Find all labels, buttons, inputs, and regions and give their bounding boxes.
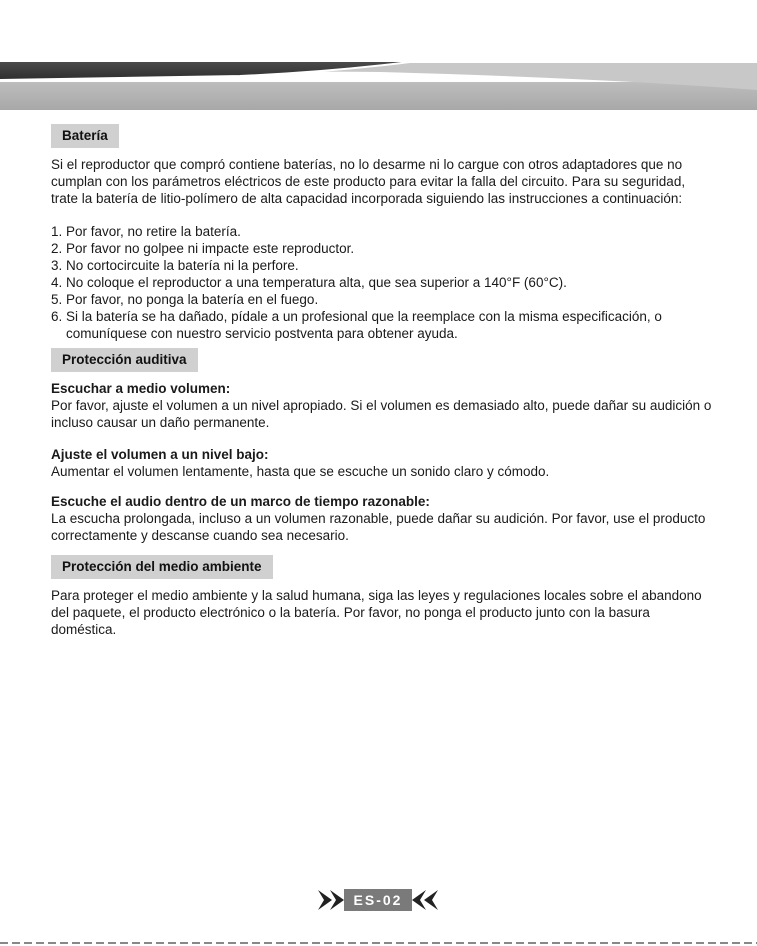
list-item: 6. Si la batería se ha dañado, pídale a un profesional que la reemplace con la misma especificación, o comuníquese con nuestro servicio postventa para obtener ayuda. xyxy=(51,309,662,341)
page-number: ES-02 xyxy=(353,892,403,908)
subsection-text: Aumentar el volumen lentamente, hasta que se escuche un sonido claro y cómodo. xyxy=(51,464,550,479)
list-item: 5. Por favor, no ponga la batería en el fuego. xyxy=(51,292,319,307)
subsection-heading: Ajuste el volumen a un nivel bajo: xyxy=(51,447,269,462)
list-item: 1. Por favor, no retire la batería. xyxy=(51,224,241,239)
bottom-divider xyxy=(0,942,757,944)
section-tab-bateria: Batería xyxy=(51,124,119,148)
bateria-list xyxy=(51,223,713,342)
list-item: 4. No coloque el reproductor a una temperatura alta, que sea superior a 140°F (60°C). xyxy=(51,275,567,290)
page-number-badge xyxy=(318,886,438,914)
subsection-text: La escucha prolongada, incluso a un volumen razonable, puede dañar su audición. Por favor, use el producto correctamente y descanse cuando sea necesario. xyxy=(51,511,706,543)
header-banner xyxy=(0,0,757,112)
subsection-heading: Escuche el audio dentro de un marco de tiempo razonable: xyxy=(51,494,430,509)
list-item: 3. No cortocircuite la batería ni la perfore. xyxy=(51,258,299,273)
subsection-heading: Escuchar a medio volumen: xyxy=(51,381,231,396)
section-tab-proteccion-auditiva: Protección auditiva xyxy=(51,348,198,372)
section-tab-medio-ambiente: Protección del medio ambiente xyxy=(51,555,273,579)
list-item: 2. Por favor no golpee ni impacte este reproductor. xyxy=(51,241,355,256)
subsection-text: Por favor, ajuste el volumen a un nivel apropiado. Si el volumen es demasiado alto, puede dañar su audición o incluso causar un daño permanente. xyxy=(51,398,712,430)
medio-ambiente-text: Para proteger el medio ambiente y la salud humana, siga las leyes y regulaciones locales sobre el abandono del paquete, el producto electrónico o la batería. Por favor, no ponga el producto junto con la basura doméstica. xyxy=(51,588,702,637)
bateria-intro: Si el reproductor que compró contiene baterías, no lo desarme ni lo cargue con otros adaptadores que no cumplan con los parámetros eléctricos de este producto para evitar la falla del circuito. Para su seguridad, trate la batería de litio-polímero de alta capacidad incorporada siguiendo las instrucciones a continuación: xyxy=(51,157,686,206)
